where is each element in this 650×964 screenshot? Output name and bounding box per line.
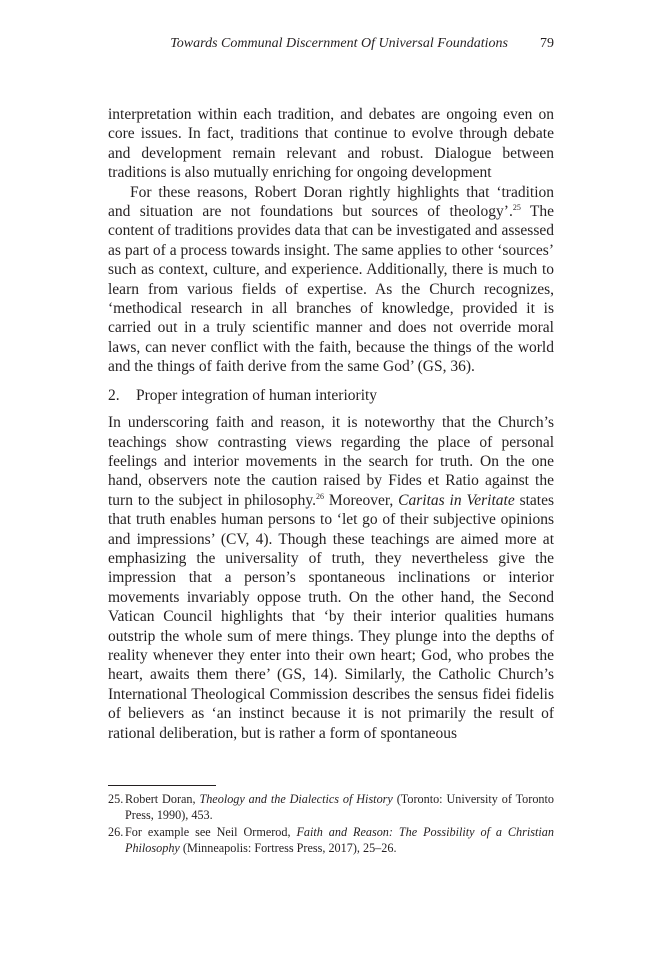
footnote-number: 25. (108, 792, 124, 806)
paragraph-interiority: In underscoring faith and reason, it is noteworthy that the Church’s teachings show contrasting views regarding the place of personal feelings and interior movements in the search for truth. On the one hand, observers note the caution raised by Fides et Ratio against the turn to the subject in philosophy.$^{26}$ Moreover, Caritas in Veritate states that truth enables human persons to ‘let go of their subjective opinions and impressions’ (CV, 4). Though these teachings are aimed more at emphasizing the universality of truth, they nevertheless give the impression that a person’s spontaneous inclinations or interior movements invariably oppose truth. On the other hand, the Second Vatican Council highlights that ‘by their interior qualities humans outstrip the whole sum of mere things. They plunge into the depths of reality whenever they enter into their own heart; God, who probes the heart, awaits them there’ (GS, 14). Similarly, the Catholic Church’s International Theological Commission describes the sensus fidei fidelis of believers as ‘an instinct because it is not primarily the result of rational deliberation, but is rather a form of spontaneous (108, 414, 555, 742)
footnote-ref-25[interactable]: 25 (512, 203, 521, 213)
running-head (108, 36, 554, 56)
footnote-divider (108, 785, 216, 786)
running-head-title: Towards Communal Discernment Of Universal Foundations (170, 36, 508, 51)
section-heading-text: Proper integration of human interiority (136, 386, 378, 404)
paragraph-doran: For these reasons, Robert Doran rightly highlights that ‘tradition and situation are not foundations but sources of theology’.$^{25}$ The content of traditions provides data that can be investigated and assessed as part of a process towards insight. The same applies to other ‘sources’ such as context, culture, and experience. Additionally, there is much to learn from various fields of expertise. As the Church recognizes, ‘methodical research in all branches of knowledge, provided it is carried out in a truly scientific manner and does not override moral laws, can never conflict with the faith, because the things of the world and the things of faith derive from the same God’ (GS, 36). (108, 183, 554, 376)
section-heading-number: 2. (108, 386, 120, 404)
italic-title: Caritas in Veritate (398, 491, 515, 509)
footnote-ref-26[interactable]: 26 (316, 491, 325, 501)
footnote-25: 25. Robert Doran, Theology and the Dialectics of History (Toronto: University of Toronto Press, 1990), 453. (108, 792, 554, 822)
footnotes (108, 791, 554, 857)
body-text (108, 105, 554, 743)
page-number: 79 (540, 36, 554, 51)
footnote-italic-title: Theology and the Dialectics of History (199, 792, 393, 806)
footnote-italic-title: Faith and Reason: The Possibility of a Christian Philosophy (125, 825, 554, 855)
footnote-number: 26. (108, 825, 124, 839)
footnote-26: 26. For example see Neil Ormerod, Faith and Reason: The Possibility of a Christian Philosophy (Minneapolis: Fortress Press, 2017), 25–26. (108, 825, 554, 855)
section-heading (108, 386, 554, 405)
paragraph-continued: interpretation within each tradition, and debates are ongoing even on core issues. In fact, traditions that continue to evolve through debate and development remain relevant and robust. Dialogue between traditions is also mutually enriching for ongoing development (108, 106, 554, 182)
